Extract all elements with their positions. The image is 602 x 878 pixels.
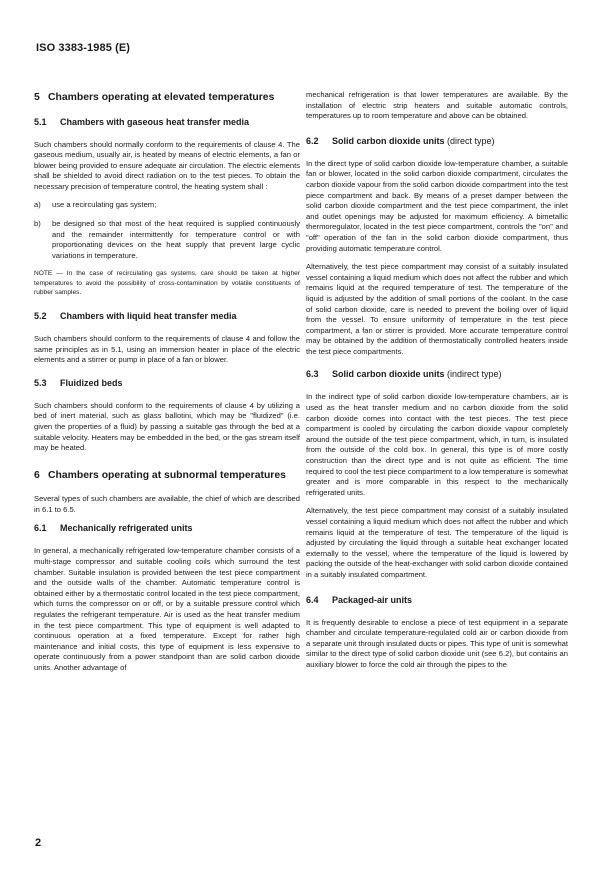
section-subtitle: (direct type) [447, 135, 495, 146]
paragraph: Alternatively, the test piece compartment may consist of a suitably insulated vessel containing a liquid medium which does not affect the rubber and which remains liquid at the temperature of test. The temperature of the liquid is adjusted by circulating the liquid through a suitable heat exchanger located externally to the vessel, where the temperature of the liquid is lowered by packing the outside of the heat-exchanger with solid carbon dioxide contained in a suitably insulated compartment. [306, 506, 568, 579]
paragraph: Several types of such chambers are available, the chief of which are described in 6.1 to 6.5. [34, 494, 300, 514]
section-6-2-heading [306, 136, 568, 147]
section-number: 5.3 [34, 377, 47, 388]
section-subtitle: (indirect type) [447, 369, 502, 380]
page-number: 2 [35, 837, 42, 849]
left-column [34, 92, 300, 682]
section-title: Solid carbon dioxide units [332, 135, 445, 146]
section-title: Packaged-air units [332, 594, 413, 605]
section-5-3-heading [34, 378, 300, 389]
list-text: use a recirculating gas system; [52, 200, 157, 210]
list-label: a) [34, 200, 41, 210]
section-title: Chambers with gaseous heat transfer media [60, 116, 250, 127]
section-6-4-heading [306, 595, 568, 606]
section-6-heading [34, 470, 300, 482]
paragraph: In general, a mechanically refrigerated low-temperature chamber consists of a multi-stage compressor and suitable cooling coils which surround the test chamber. Suitable insulation is provided between the test piece compartment and the outside walls of the chamber. Automatic temperature control is obtained either by a thermostatic control located in the test piece compartment, which turns the compressor on or off, or by a suitable pressure control which regulates the refrigerant temperature. Air is used as the heat transfer medium in the test piece compartment. This type of equipment is well adapted to continuous operation at a fixed temperature. Except for rather high maintenance and initial costs, this type of equipment is less expensive to operate continuously from a power standpoint than are solid carbon dioxide units. Another advantage of [34, 546, 300, 673]
paragraph: Such chambers should conform to the requirements of clause 4 and follow the same principles as in 5.1, using an immersion heater in place of the electric elements and a stirrer or pump in place of a fan or blower. [34, 334, 300, 365]
paragraph: It is frequently desirable to enclose a piece of test equipment in a separate chamber and circulate temperature-regulated cold air or carbon dioxide from a separate unit through insulated ducts or pipes. This type of unit is somewhat similar to the direct type of solid carbon dioxide unit (see 6.2), but contains an auxiliary blower to force the cold air through the pipes to the [306, 617, 568, 669]
right-column [306, 90, 568, 679]
document-header: ISO 3383-1985 (E) [36, 42, 131, 54]
paragraph: Alternatively, the test piece compartment may consist of a suitably insulated vessel containing a liquid medium which does not affect the rubber and which remains liquid at the required temperature of test. The temperature of the liquid is adjusted by the addition of small portions of the coolant. In the case of solid carbon dioxide, care is needed to prevent the boiling over of liquid from the vessel. To ensure uniformity of temperature in the test piece compartment, a fan or stirrer is provided. More accurate temperature control may be obtained by the addition of thermostatically controlled heaters inside the test piece compartments. [306, 262, 568, 356]
paragraph: mechanical refrigeration is that lower temperatures are available. By the installation of electric strip heaters and suitable automatic controls, temperatures up to room temperature and above can be obtained. [306, 90, 568, 121]
paragraph: Such chambers should conform to the requirements of clause 4 by utilizing a bed of inert material, such as glass ballotini, which may be "fluidized" (i.e. given the properties of a fluid) by passing a suitable gas through the bed at a suitable velocity. Heaters may be embedded in the bed, or the gas stream itself may be heated. [34, 400, 300, 453]
section-title: Fluidized beds [60, 377, 123, 388]
paragraph: Such chambers should normally conform to the requirements of clause 4. The gaseous medium, usually air, is heated by means of electric elements, a fan or blower being provided to ensure adequate air circulation. The electric elements shall be shielded to avoid direct radiation on to the test pieces. To obtain the necessary precision of temperature control, the heating system shall : [34, 139, 300, 191]
note: NOTE — In the case of recirculating gas systems, care should be taken at higher temperatures to avoid the possibility of cross-contamination by volatile constituents of rubber samples. [34, 270, 300, 296]
section-5-heading [34, 92, 300, 104]
list-label: b) [34, 219, 41, 229]
section-number: 6.1 [34, 523, 47, 534]
section-title: Chambers operating at subnormal temperatures [48, 469, 286, 481]
section-title: Solid carbon dioxide units [332, 369, 445, 380]
section-number: 6.4 [306, 594, 319, 605]
list-item-a [34, 200, 300, 211]
section-title: Mechanically refrigerated units [60, 523, 193, 534]
list-text: be designed so that most of the heat required is supplied continuously and the remainder intermittently for temperature control or with proportionating devices on the heat supply that prevent large cyclic variations in temperature. [52, 219, 300, 260]
list-item-b [34, 219, 300, 261]
section-title: Chambers with liquid heat transfer media [60, 311, 237, 322]
section-number: 5 [34, 92, 40, 103]
section-number: 6.3 [306, 369, 319, 380]
section-title: Chambers operating at elevated temperatures [48, 92, 275, 103]
section-number: 6.2 [306, 135, 319, 146]
section-5-1-heading [34, 117, 300, 128]
section-6-3-heading [306, 369, 568, 380]
paragraph: In the indirect type of solid carbon dioxide low-temperature chambers, air is used as the heat transfer medium and no carbon dioxide from the solid carbon dioxide comes into contact with the test pieces. The test piece compartment is cooled by circulating the carbon dioxide vapour completely around the outside of the test piece compartment, which, in turn, is insulated from the outside of the cold box. In general, this type is of more costly construction than the direct type and is not quite as efficient. The time required to cool the test piece compartment to a low temperature is somewhat greater and is more comparable in this respect to the mechanically refrigerated units. [306, 392, 568, 497]
section-number: 5.2 [34, 311, 47, 322]
paragraph: In the direct type of solid carbon dioxide low-temperature chamber, a suitable fan or blower, located in the solid carbon dioxide compartment, circulates the carbon dioxide vapour from the solid carbon dioxide compartment into the test piece compartment and back. By means of a preset damper between the solid carbon dioxide compartment and the test piece compartment, the inlet and outlet openings may be adjusted for maximum efficiency. A bimetallic thermoregulator, located in the test piece compartment, controls the "on" and "off" operation of the fan in the solid carbon dioxide compartment, thus providing automatic temperature control. [306, 158, 568, 253]
section-number: 5.1 [34, 116, 47, 127]
section-6-1-heading [34, 523, 300, 534]
section-number: 6 [34, 469, 40, 481]
section-5-2-heading [34, 311, 300, 322]
